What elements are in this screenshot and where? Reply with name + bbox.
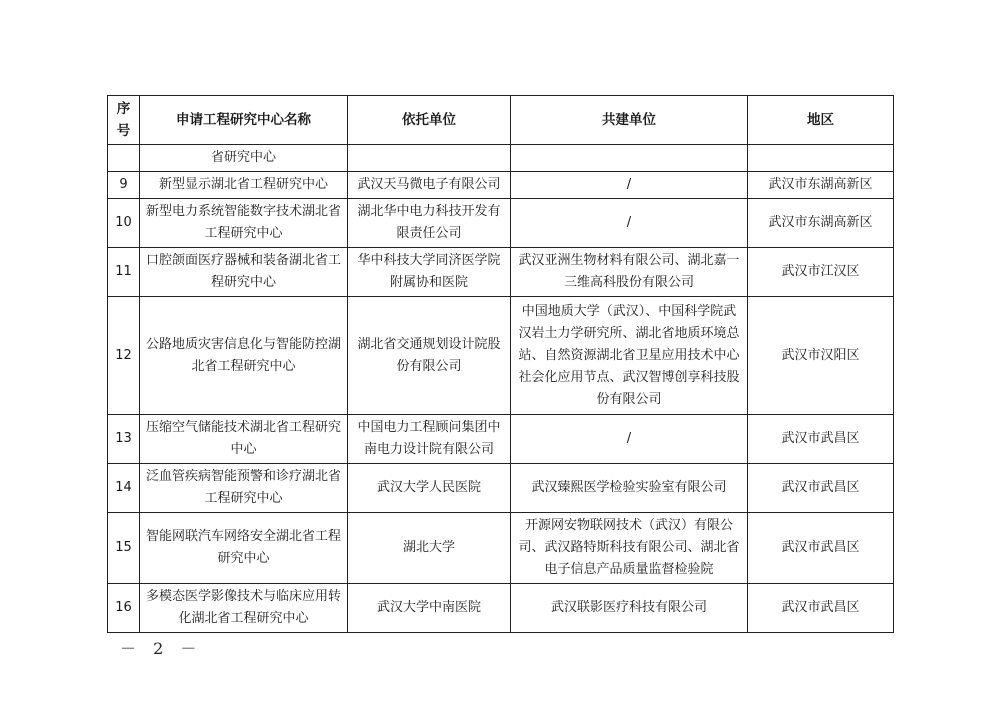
cell-region: 武汉市武昌区	[748, 513, 894, 584]
cell-name: 新型电力系统智能数字技术湖北省工程研究中心	[140, 199, 348, 248]
cell-co: /	[511, 199, 748, 248]
engineering-center-table	[107, 95, 894, 633]
cell-name: 口腔颌面医疗器械和装备湖北省工程研究中心	[140, 248, 348, 297]
header-host: 依托单位	[348, 96, 511, 145]
cell-host: 武汉天马微电子有限公司	[348, 172, 511, 199]
table-row	[108, 584, 894, 633]
cell-no: 10	[108, 199, 140, 248]
header-region: 地区	[748, 96, 894, 145]
cell-host: 华中科技大学同济医学院附属协和医院	[348, 248, 511, 297]
cell-region: 武汉市江汉区	[748, 248, 894, 297]
cell-name: 泛血管疾病智能预警和诊疗湖北省工程研究中心	[140, 464, 348, 513]
table-row	[108, 415, 894, 464]
cell-no: 16	[108, 584, 140, 633]
cell-region: 武汉市东湖高新区	[748, 172, 894, 199]
table-header-row	[108, 96, 894, 145]
cell-host: 湖北大学	[348, 513, 511, 584]
cell-no: 9	[108, 172, 140, 199]
cell-name: 智能网联汽车网络安全湖北省工程研究中心	[140, 513, 348, 584]
table-row	[108, 513, 894, 584]
cell-name: 新型显示湖北省工程研究中心	[140, 172, 348, 199]
cell-name: 压缩空气储能技术湖北省工程研究中心	[140, 415, 348, 464]
cell-co: 武汉臻熙医学检验实验室有限公司	[511, 464, 748, 513]
header-name: 申请工程研究中心名称	[140, 96, 348, 145]
cell-host: 中国电力工程顾问集团中南电力设计院有限公司	[348, 415, 511, 464]
cell-host: 湖北省交通规划设计院股份有限公司	[348, 297, 511, 415]
cell-region: 武汉市武昌区	[748, 464, 894, 513]
cell-no: 11	[108, 248, 140, 297]
table-row-continuation	[108, 145, 894, 172]
table-row	[108, 199, 894, 248]
table-row	[108, 464, 894, 513]
cell-no: 15	[108, 513, 140, 584]
cell-co: 开源网安物联网技术（武汉）有限公司、武汉路特斯科技有限公司、湖北省电子信息产品质量监督检验院	[511, 513, 748, 584]
cell-host: 武汉大学人民医院	[348, 464, 511, 513]
cell-co	[511, 145, 748, 172]
table-row	[108, 248, 894, 297]
cell-name: 公路地质灾害信息化与智能防控湖北省工程研究中心	[140, 297, 348, 415]
cell-co: /	[511, 172, 748, 199]
cell-no: 13	[108, 415, 140, 464]
table-row	[108, 172, 894, 199]
page-number: － 2 －	[120, 639, 203, 658]
cell-co: 中国地质大学（武汉）、中国科学院武汉岩土力学研究所、湖北省地质环境总站、自然资源湖北省卫星应用技术中心社会化应用节点、武汉智博创享科技股份有限公司	[511, 297, 748, 415]
cell-host: 武汉大学中南医院	[348, 584, 511, 633]
cell-no: 12	[108, 297, 140, 415]
table-body	[108, 145, 894, 633]
cell-host	[348, 145, 511, 172]
cell-region: 武汉市武昌区	[748, 584, 894, 633]
header-co: 共建单位	[511, 96, 748, 145]
cell-no: 14	[108, 464, 140, 513]
table-row	[108, 297, 894, 415]
cell-host: 湖北华中电力科技开发有限责任公司	[348, 199, 511, 248]
cell-co: 武汉亚洲生物材料有限公司、湖北嘉一三维高科股份有限公司	[511, 248, 748, 297]
cell-region: 武汉市武昌区	[748, 415, 894, 464]
cell-region	[748, 145, 894, 172]
header-no: 序号	[108, 96, 140, 145]
cell-co: 武汉联影医疗科技有限公司	[511, 584, 748, 633]
cell-region: 武汉市东湖高新区	[748, 199, 894, 248]
cell-name: 省研究中心	[140, 145, 348, 172]
cell-no	[108, 145, 140, 172]
cell-co: /	[511, 415, 748, 464]
cell-name: 多模态医学影像技术与临床应用转化湖北省工程研究中心	[140, 584, 348, 633]
cell-region: 武汉市汉阳区	[748, 297, 894, 415]
